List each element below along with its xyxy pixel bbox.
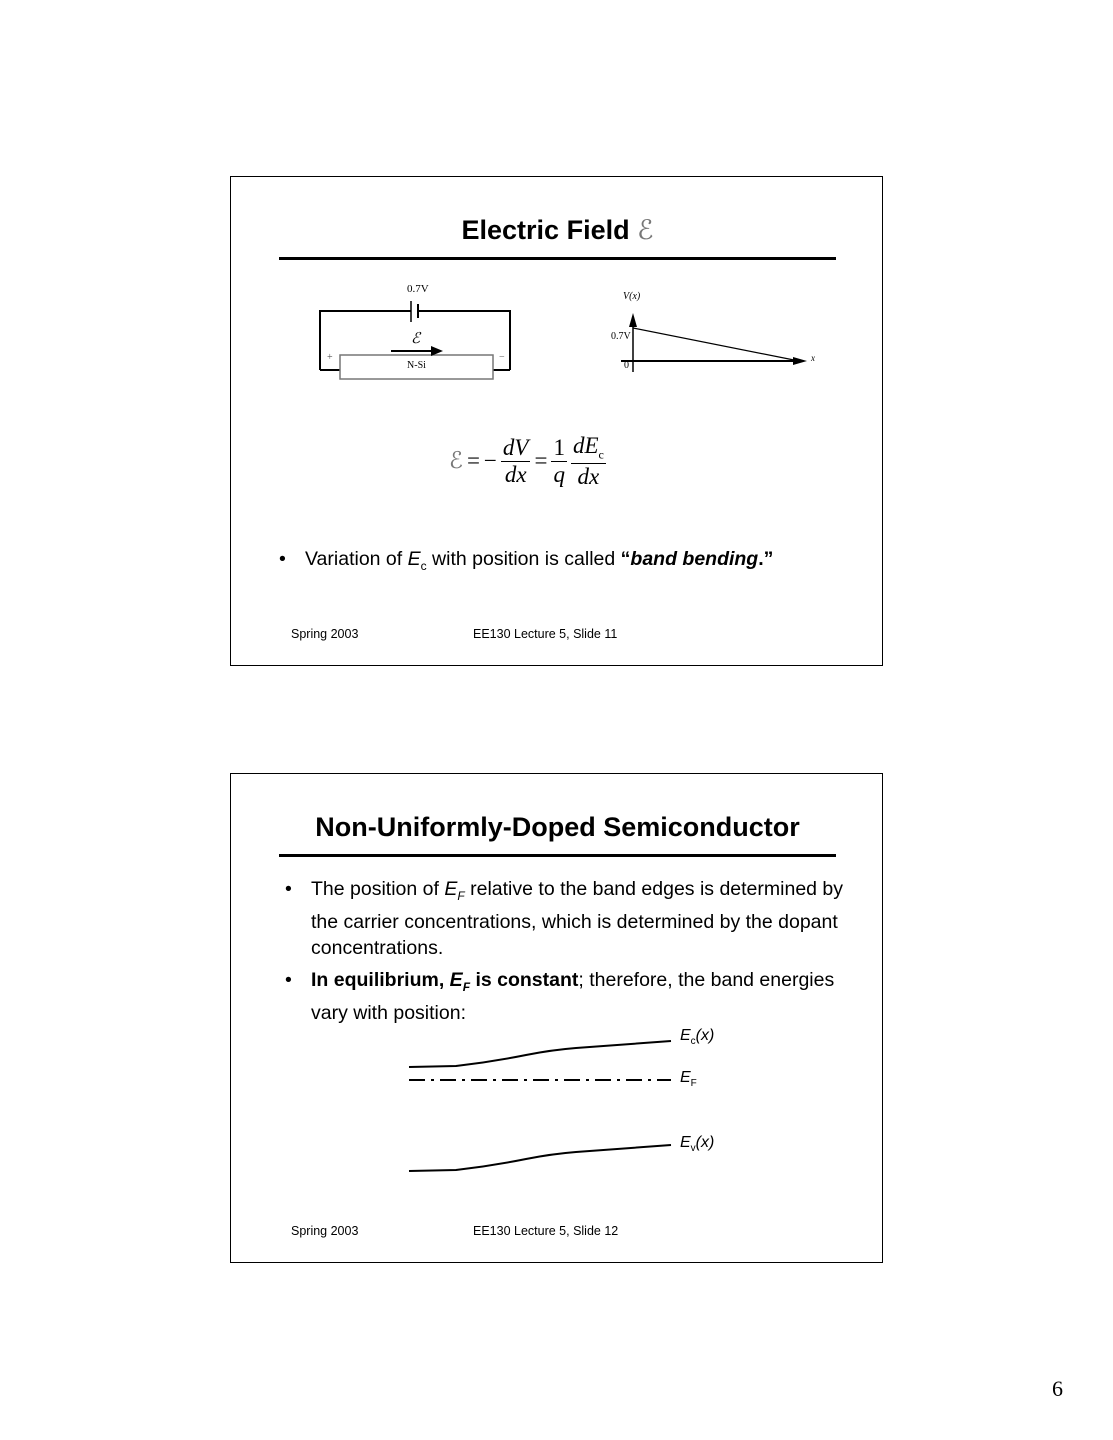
plot-ylabel: V(x) xyxy=(623,291,641,302)
ec-curve xyxy=(409,1041,671,1067)
circuit-diagram xyxy=(231,177,882,665)
bullet-ef-position: • The position of $E_F$ relative to the band edges is determined by the carrier concentrations, which is determined by the dopant concentrations. xyxy=(285,878,844,959)
battery-label: 0.7V xyxy=(407,283,429,295)
page-number: 6 xyxy=(1052,1376,1063,1401)
footer-date: Spring 2003 xyxy=(291,627,359,641)
minus-label: − xyxy=(499,352,505,363)
ef-label: $E_F$ xyxy=(680,1069,697,1090)
ec-label: $E_c(x)$ xyxy=(680,1027,715,1048)
slide-12: Non-Uniformly-Doped Semiconductor • The position of $E_F$ relative to the band edges is determined by the carrier concentrations, which is determined by the dopant concentrations. • In equilibrium, $E_F$ is constant; therefore, the band energies vary with position: $E_c(x)$ $E_F$ $E_v(x)$ Spring 2003 EE130 Lecture 5, Slide 12 xyxy=(230,773,883,1263)
band-diagram xyxy=(231,774,882,1262)
slide-title: Electric Field ℰ xyxy=(461,215,654,245)
plot-xlabel: x xyxy=(811,353,815,363)
footer-slide: EE130 Lecture 5, Slide 12 xyxy=(473,1224,619,1238)
footer-slide: EE130 Lecture 5, Slide 11 xyxy=(473,627,618,641)
footer-date: Spring 2003 xyxy=(291,1224,359,1238)
plus-label: + xyxy=(327,352,333,363)
field-label: ℰ xyxy=(411,331,421,347)
plot-ytick: 0.7V xyxy=(611,331,631,342)
ev-curve xyxy=(409,1145,671,1171)
field-equation: ℰ = − $\frac{dV}{dx}$ = $\frac{1}{q}$ $\frac{dE_c}{dx}$ xyxy=(449,433,604,489)
slide-11: Electric Field ℰ 0.7V ℰ N-Si + − V(x) 0.7V 0 x ℰ = − $\frac{dV}{dx}$ = $\frac{1}{q}$ $\frac{dE_c}{dx}$ • Variation of $E_c$ with position is called “band bending.” Spring 2003 EE130 Lecture 5, Slide 11 xyxy=(230,176,883,666)
slide-title: Non-Uniformly-Doped Semiconductor xyxy=(315,812,800,842)
n-si-label: N-Si xyxy=(407,360,426,371)
ev-label: $E_v(x)$ xyxy=(680,1134,715,1155)
plot-origin: 0 xyxy=(624,360,629,371)
